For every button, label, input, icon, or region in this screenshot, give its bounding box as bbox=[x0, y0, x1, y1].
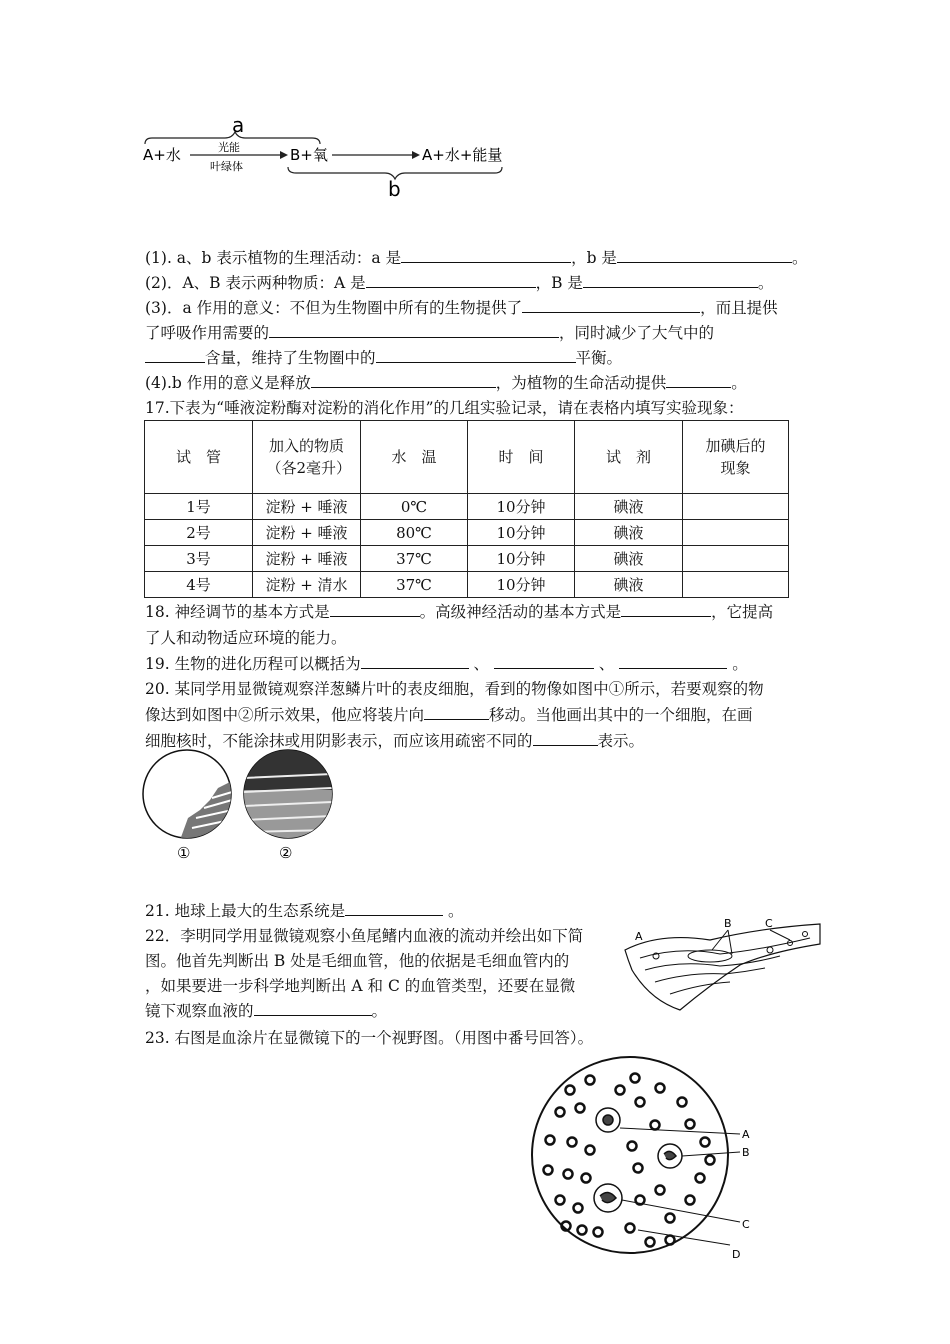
answer-blank-18b[interactable] bbox=[621, 601, 711, 617]
answer-blank-3c[interactable] bbox=[145, 347, 205, 363]
answer-blank-19b[interactable] bbox=[494, 653, 594, 669]
q18-text: 18. 神经调节的基本方式是 bbox=[145, 603, 330, 621]
experiment-table bbox=[144, 420, 789, 598]
q16-l1-text: (1). a、b 表示植物的生理活动：a 是 bbox=[145, 249, 402, 267]
answer-cell[interactable] bbox=[683, 520, 789, 546]
answer-blank-3b[interactable] bbox=[269, 322, 559, 338]
table-row: 1号 淀粉 + 唾液 0℃ 10分钟 碘液 bbox=[145, 494, 789, 520]
answer-blank-19c[interactable] bbox=[619, 653, 727, 669]
answer-cell[interactable] bbox=[683, 546, 789, 572]
fig22-label-b: B bbox=[724, 917, 732, 930]
header-cell: 时 间 bbox=[468, 421, 575, 494]
q19-line: 19. 生物的进化历程可以概括为 、 、 。 bbox=[145, 655, 748, 673]
q16-line-6: (4).b 作用的意义是释放 ，为植物的生命活动提供 。 bbox=[145, 374, 747, 392]
q16-line-2: (2)．A、B 表示两种物质：A 是 ，B 是 。 bbox=[145, 274, 774, 292]
table-row: 4号 淀粉 + 清水 37℃ 10分钟 碘液 bbox=[145, 572, 789, 598]
diagram-left: A+水 bbox=[143, 146, 181, 164]
process-diagram bbox=[140, 112, 520, 202]
view-2-cells bbox=[240, 748, 340, 840]
header-cell: 水 温 bbox=[361, 421, 468, 494]
fig23-label-c: C bbox=[742, 1218, 750, 1231]
q20-line-2: 像达到如图中②所示效果，他应将装片向 移动。当他画出其中的一个细胞，在画 bbox=[145, 706, 753, 724]
q23-text: 23. 右图是血涂片在显微镜下的一个视野图。（用图中番号回答）。 bbox=[145, 1029, 594, 1047]
q16-line-3: (3)．a 作用的意义：不但为生物圈中所有的生物提供了 ，而且提供 bbox=[145, 299, 778, 317]
answer-cell[interactable] bbox=[683, 572, 789, 598]
q22-line-4: 镜下观察血液的 。 bbox=[145, 1002, 388, 1020]
answer-blank-21[interactable] bbox=[345, 900, 443, 916]
q18-line-2: 了人和动物适应环境的能力。 bbox=[145, 629, 347, 647]
q22-line-2: 图。他首先判断出 B 处是毛细血管，他的依据是毛细血管内的 bbox=[145, 952, 570, 970]
blood-smear-figure bbox=[520, 1050, 770, 1270]
q16-l2-text: (2)．A、B 表示两种物质：A 是 bbox=[145, 274, 366, 292]
answer-blank-A[interactable] bbox=[366, 272, 536, 288]
answer-blank-B[interactable] bbox=[583, 272, 758, 288]
diagram-arrow-top: 光能 bbox=[218, 141, 240, 154]
q18-line-1: 18. 神经调节的基本方式是 。高级神经活动的基本方式是 ，它提高 bbox=[145, 603, 774, 621]
fig22-label-c: C bbox=[765, 917, 773, 930]
answer-cell[interactable] bbox=[683, 494, 789, 520]
q16-line-5: 含量，维持了生物圈中的 平衡。 bbox=[145, 347, 622, 369]
figure-label-1: ① bbox=[177, 844, 191, 862]
header-cell: 试 管 bbox=[145, 421, 253, 494]
answer-blank-19a[interactable] bbox=[361, 653, 469, 669]
answer-blank-4b[interactable] bbox=[666, 372, 731, 388]
q19-text: 19. 生物的进化历程可以概括为 bbox=[145, 655, 361, 673]
answer-blank-22[interactable] bbox=[254, 1000, 372, 1016]
q16-l2-mid: ，B 是 bbox=[535, 274, 583, 292]
fish-tail-blood-flow-figure bbox=[620, 910, 825, 1020]
q16-l4-text: 了呼吸作用需要的 bbox=[145, 324, 270, 342]
fig23-label-a: A bbox=[742, 1128, 750, 1141]
header-cell: 加碘后的现象 bbox=[683, 421, 789, 494]
diagram-arrow-bottom: 叶绿体 bbox=[210, 160, 243, 173]
figure-label-2: ② bbox=[279, 844, 293, 862]
answer-blank-b[interactable] bbox=[617, 247, 792, 263]
q16-l1-mid: ，b 是 bbox=[571, 249, 617, 267]
diagram-right: A+水+能量 bbox=[422, 146, 503, 164]
table-header-row bbox=[145, 421, 789, 494]
answer-blank-20a[interactable] bbox=[424, 704, 489, 720]
answer-blank-a[interactable] bbox=[401, 247, 571, 263]
answer-blank-3a[interactable] bbox=[522, 297, 700, 313]
diagram-label-b: b bbox=[388, 177, 401, 201]
q20-line-3: 细胞核时，不能涂抹或用阴影表示，而应该用疏密不同的 表示。 bbox=[145, 732, 645, 750]
q22-line-3: ，如果要进一步科学地判断出 A 和 C 的血管类型，还要在显微 bbox=[145, 977, 576, 995]
diagram-middle: B+氧 bbox=[290, 146, 328, 164]
answer-blank-4a[interactable] bbox=[311, 372, 496, 388]
q16-l5-text: 含量，维持了生物圈中的 bbox=[205, 349, 376, 367]
q17-text: 17.下表为“唾液淀粉酶对淀粉的消化作用”的几组实验记录，请在表格内填写实验现象： bbox=[145, 399, 744, 417]
q20-line-1: 20. 某同学用显微镜观察洋葱鳞片叶的表皮细胞，看到的物像如图中①所示，若要观察的物 bbox=[145, 680, 764, 698]
q16-line-1: (1). a、b 表示植物的生理活动：a 是 ，b 是 。 bbox=[145, 249, 808, 267]
header-cell: 加入的物质（各2毫升） bbox=[253, 421, 361, 494]
fig23-label-d: D bbox=[732, 1248, 741, 1261]
q22-line-1: 22．李明同学用显微镜观察小鱼尾鳍内血液的流动并绘出如下简 bbox=[145, 927, 584, 945]
q16-line-4: 了呼吸作用需要的 ，同时减少了大气中的 bbox=[145, 324, 715, 342]
fig23-label-b: B bbox=[742, 1146, 750, 1159]
table-row: 2号 淀粉 + 唾液 80℃ 10分钟 碘液 bbox=[145, 520, 789, 546]
header-cell: 试 剂 bbox=[575, 421, 683, 494]
q21-line: 21. 地球上最大的生态系统是 。 bbox=[145, 902, 464, 920]
q16-l3-text: (3)．a 作用的意义：不但为生物圈中所有的生物提供了 bbox=[145, 299, 523, 317]
answer-blank-20b[interactable] bbox=[533, 730, 598, 746]
table-row: 3号 淀粉 + 唾液 37℃ 10分钟 碘液 bbox=[145, 546, 789, 572]
diagram-label-a: a bbox=[232, 113, 245, 137]
answer-blank-18a[interactable] bbox=[330, 601, 420, 617]
q16-l6-mid: ，为植物的生命活动提供 bbox=[495, 374, 667, 392]
fig22-label-a: A bbox=[635, 930, 643, 943]
answer-blank-3d[interactable] bbox=[376, 347, 576, 363]
q21-text: 21. 地球上最大的生态系统是 bbox=[145, 902, 346, 920]
q16-l6-text: (4).b 作用的意义是释放 bbox=[145, 374, 311, 392]
microscope-views-figure bbox=[140, 748, 350, 863]
